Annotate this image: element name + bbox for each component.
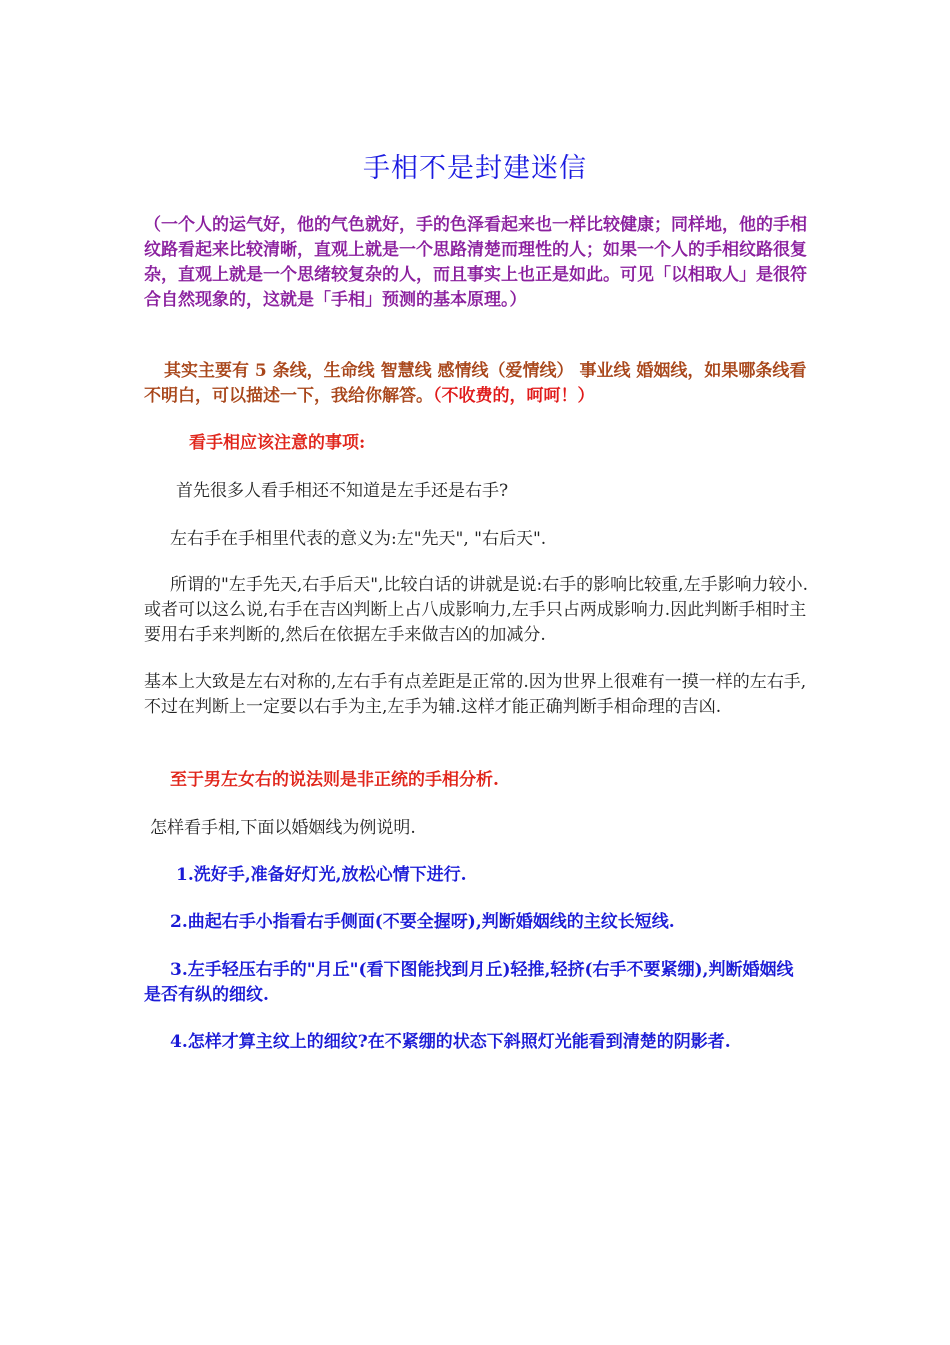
page-title: 手相不是封建迷信 (363, 153, 587, 184)
step-3: 3.左手轻压右手的"月丘"(看下图能找到月丘)轻推,轻挤(右手不要紧绷),判断婚姻线是否有纵的细纹. (144, 960, 794, 1005)
paragraph-how-to: 怎样看手相,下面以婚姻线为例说明. (150, 818, 416, 838)
step-2: 2.曲起右手小指看右手侧面(不要全握呀),判断婚姻线的主纹长短线. (170, 912, 675, 932)
paragraph-symmetry: 基本上大致是左右对称的,左右手有点差距是正常的.因为世界上很难有一摸一样的左右手,不过在判断上一定要以右手为主,左手为辅.这样才能正确判断手相命理的吉凶. (144, 672, 807, 717)
step-4: 4.怎样才算主纹上的细纹?在不紧绷的状态下斜照灯光能看到清楚的阴影者. (170, 1032, 731, 1052)
paragraph-meaning: 左右手在手相里代表的意义为:左"先天", "右后天". (170, 529, 547, 549)
paragraph-left-or-right: 首先很多人看手相还不知道是左手还是右手? (176, 481, 509, 501)
lines-text-part2: 条线，生命线 智慧线 感情线（爱情线） 事业线 婚姻线，如果哪条线看不明白，可以描述一下，我给你解答。 (144, 361, 807, 406)
paragraph-innate-acquired: 所谓的"左手先天,右手后天",比较白话的讲就是说:右手的影响比较重,左手影响力较小.或者可以这么说,右手在吉凶判断上占八成影响力,左手只占两成影响力.因此判断手相时主要用右手来判断的,然后在依据左手来做吉凶的加减分. (144, 575, 808, 645)
paragraph-male-female: 至于男左女右的说法则是非正统的手相分析. (170, 770, 499, 790)
step-1: 1.洗好手,准备好灯光,放松心情下进行. (176, 865, 467, 885)
palm-lines-paragraph (144, 359, 809, 409)
lines-text-part1: 其实主要有 (164, 361, 249, 381)
lines-count: 5 (254, 361, 267, 381)
free-note: （不收费的，呵呵！） (433, 386, 595, 406)
notes-heading: 看手相应该注意的事项: (189, 433, 366, 453)
intro-paragraph: （一个人的运气好，他的气色就好，手的色泽看起来也一样比较健康；同样地，他的手相纹路看起来比较清晰，直观上就是一个思路清楚而理性的人；如果一个人的手相纹路很复杂，直观上就是一个思绪较复杂的人，而且事实上也正是如此。可见「以相取人」是很符合自然现象的，这就是「手相」预测的基本原理。） (144, 215, 807, 310)
